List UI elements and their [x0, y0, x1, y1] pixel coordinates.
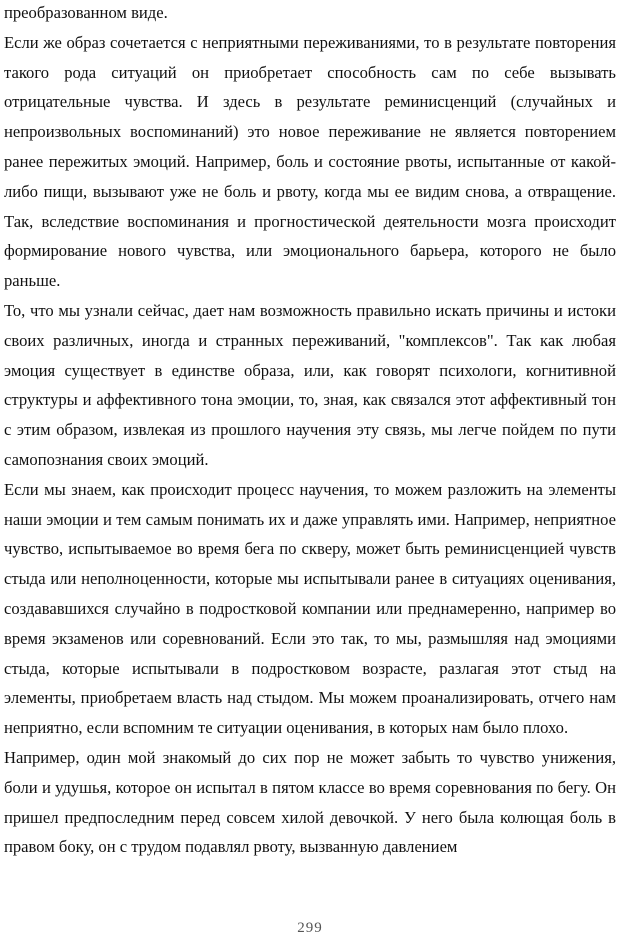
page-number: 299	[297, 920, 323, 936]
paragraph-continuation: преобразованном виде.	[4, 3, 168, 22]
paragraph-example-acquaintance: Например, один мой знакомый до сих пор не может забыть то чувство унижения, боли и удушья, которое он испытал в пятом классе во время соревнования по бегу. Он пришел предпоследним перед совсем хилой девочкой. У него была колющая боль в правом боку, он с трудом подавлял рвоту, вызванную давлением	[4, 747, 616, 857]
paragraph-negative-experiences: Если же образ сочетается с неприятными переживаниями, то в результате повторения такого рода ситуаций он приобретает способность сам по себе вызывать отрицательные чувства. И здесь в результате реминисценций (случайных и непроизвольных воспоминаний) это новое переживание не является повторением ранее пережитых эмоций. Например, боль и состояние рвоты, испытанные от какой-либо пищи, вызывают уже не боль и рвоту, когда мы ее видим снова, а отвращение. Так, вследствие воспоминания и прогностической деятельности мозга происходит формирование нового чувства, или эмоционального барьера, которого не было раньше.	[4, 32, 616, 291]
paragraph-learning-process: Если мы знаем, как происходит процесс научения, то можем разложить на элементы наши эмоции и тем самым понимать их и даже управлять ими. Например, неприятное чувство, испытываемое во время бега по скверу, может быть реминисценцией чувств стыда или неполноценности, которые мы испытывали ранее в ситуациях оценивания, создававшихся случайно в подростковой компании или преднамеренно, например во время экзаменов или соревнований. Если это так, то мы, размышляя над эмоциями стыда, которые испытывали в подростковом возрасте, разлагая этот стыд на элементы, приобретаем власть над стыдом. Мы можем проанализировать, отчего нам неприятно, если вспомним те ситуации оценивания, в которых нам было плохо.	[4, 479, 616, 738]
body-text	[4, 0, 616, 862]
paragraph-complexes: То, что мы узнали сейчас, дает нам возможность правильно искать причины и истоки своих различных, иногда и странных переживаний, "комплексов". Так как любая эмоция существует в единстве образа, или, как говорят психологи, когнитивной структуры и аффективного тона эмоции, то, зная, как связался этот аффективный тон с этим образом, извлекая из прошлого научения эту связь, мы легче пойдем по пути самопознания своих эмоций.	[4, 300, 616, 469]
